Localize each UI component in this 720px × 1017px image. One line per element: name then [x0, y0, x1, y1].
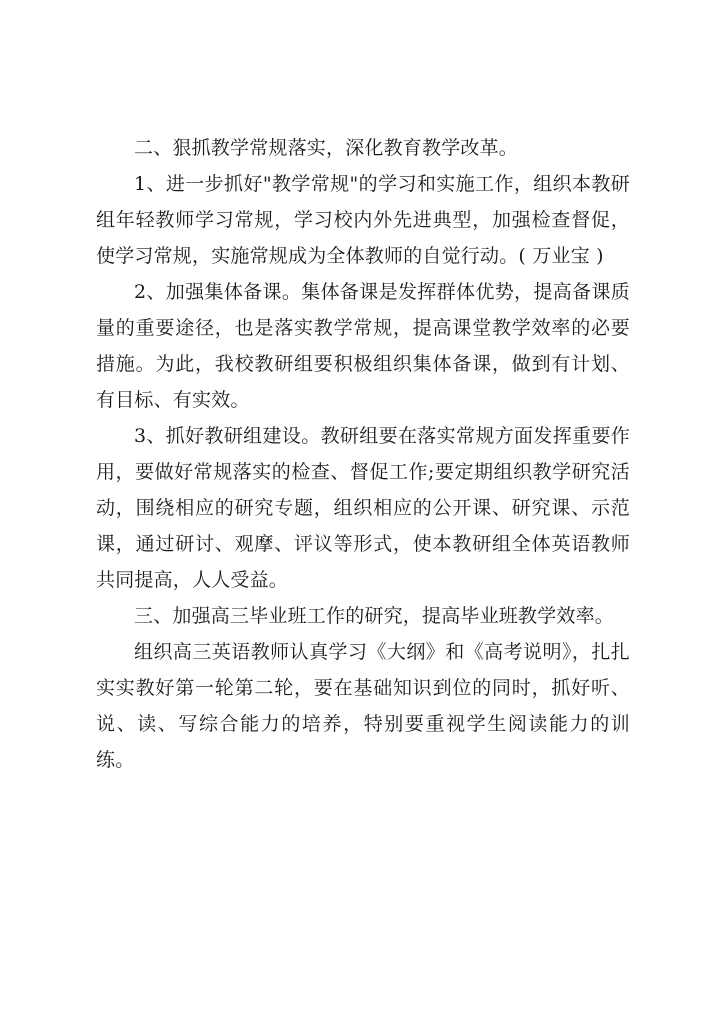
paragraph-item-2: 2、加强集体备课。集体备课是发挥群体优势，提高备课质量的重要途径，也是落实教学常规，提高课堂教学效率的必要措施。为此，我校教研组要积极组织集体备课，做到有计划、有目标、有实效。 [96, 281, 630, 411]
document-body [96, 130, 630, 778]
section-heading-three: 三、加强高三毕业班工作的研究，提高毕业班教学效率。 [134, 605, 615, 627]
paragraph-senior-three: 组织高三英语教师认真学习《大纲》和《高考说明》，扎扎实实教好第一轮第二轮，要在基础知识到位的同时，抓好听、说、读、写综合能力的培养，特别要重视学生阅读能力的训练。 [96, 641, 630, 771]
paragraph-item-3: 3、抓好教研组建设。教研组要在落实常规方面发挥重要作用，要做好常规落实的检查、督促工作;要定期组织教学研究活动，围绕相应的研究专题，组织相应的公开课、研究课、示范课，通过研讨、观摩、评议等形式，使本教研组全体英语教师共同提高，人人受益。 [96, 425, 630, 591]
paragraph-item-1: 1、进一步抓好"教学常规"的学习和实施工作，组织本教研组年轻教师学习常规，学习校内外先进典型，加强检查督促，使学习常规，实施常规成为全体教师的自觉行动。( 万业宝 ) [96, 173, 630, 267]
section-heading-two: 二、狠抓教学常规落实，深化教育教学改革。 [134, 137, 519, 159]
